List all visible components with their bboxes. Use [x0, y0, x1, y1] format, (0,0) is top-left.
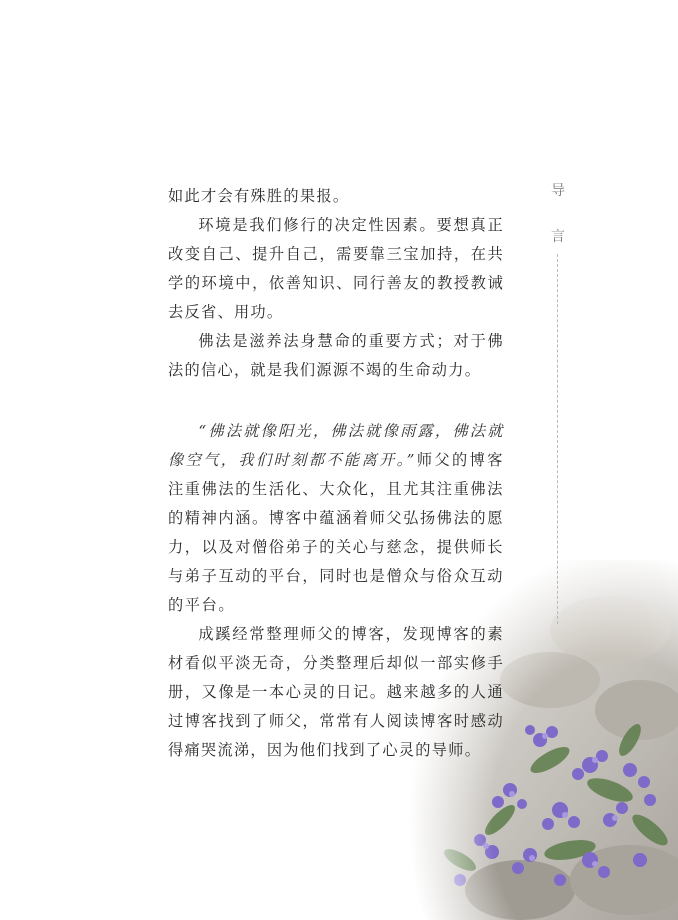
chapter-marker — [546, 168, 570, 260]
section-gap — [168, 385, 504, 417]
chapter-marker-char-2: 言 — [551, 229, 565, 245]
paragraph-3: 佛法是滋养法身慧命的重要方式；对于佛法的信心，就是我们源源不竭的生命动力。 — [168, 332, 504, 379]
paragraph-2: 环境是我们修行的决定性因素。要想真正改变自己、提升自己，需要靠三宝加持，在共学的环境中，依善知识、同行善友的教授教诫去反省、用功。 — [168, 216, 504, 321]
paragraph-5: 成蹊经常整理师父的博客，发现博客的素材看似平淡无奇，分类整理后却似一部实修手册，又像是一本心灵的日记。越来越多的人通过博客找到了师父，常常有人阅读博客时感动得痛哭流涕，因为他们找到了心灵的导师。 — [168, 625, 504, 759]
body-text — [168, 182, 504, 765]
paragraph-4 — [168, 417, 504, 620]
paragraph-4-text: 师父的博客注重佛法的生活化、大众化，且尤其注重佛法的精神内涵。博客中蕴涵着师父弘扬佛法的愿力，以及对僧俗弟子的关心与慈念，提供师长与弟子互动的平台，同时也是僧众与俗众互动的平台。 — [168, 451, 505, 614]
paragraph-1: 如此才会有殊胜的果报。 — [168, 187, 350, 205]
chapter-marker-dashed-line — [557, 254, 558, 624]
blog-quote: “佛法就像阳光，佛法就像雨露，佛法就像空气，我们时刻都不能离开。” — [168, 422, 504, 469]
chapter-marker-char-1: 导 — [551, 183, 565, 199]
